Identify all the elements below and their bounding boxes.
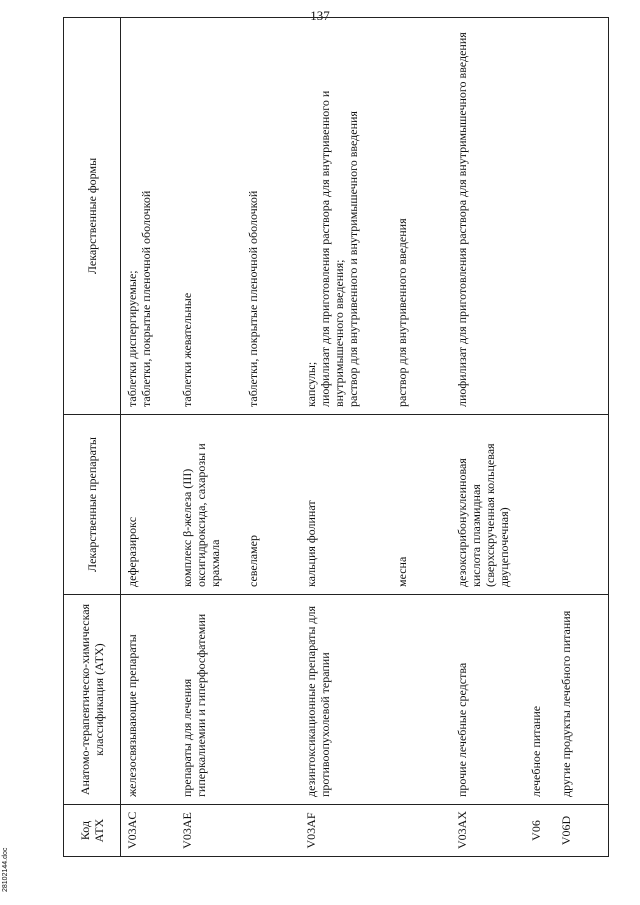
table-row: [121, 18, 177, 857]
dosage-forms: [242, 18, 299, 415]
dosage-form: раствор для внутривенного введения: [395, 218, 410, 407]
table-row: [300, 18, 391, 857]
atc-classification: [391, 595, 451, 805]
preparation-name: кальция фолинат: [300, 415, 391, 595]
atc-classification: [242, 595, 299, 805]
preparation-name: [525, 415, 555, 595]
dosage-form: таблетки, покрытые пленочной оболочкой: [246, 190, 261, 407]
atc-code: V03AX: [451, 805, 525, 857]
table-row: [555, 18, 609, 857]
table-row: [242, 18, 299, 857]
dosage-form: таблетки диспергируемые;: [125, 270, 139, 407]
table-row: [525, 18, 555, 857]
atc-table: [63, 17, 609, 857]
dosage-forms: [525, 18, 555, 415]
header-preparations: Лекарственные препараты: [64, 415, 121, 595]
dosage-form: лиофилизат для приготовления раствора для внутривенного и внутримышечного введения;: [317, 90, 346, 407]
atc-code: [391, 805, 451, 857]
table-header-row: [64, 18, 121, 857]
preparation-name: месна: [391, 415, 451, 595]
dosage-forms: [176, 18, 242, 415]
atc-code: V03AE: [176, 805, 242, 857]
dosage-forms: [300, 18, 391, 415]
dosage-forms: [391, 18, 451, 415]
table-row: [451, 18, 525, 857]
dosage-form: таблетки, покрытые пленочной оболочкой: [139, 190, 153, 407]
header-code: Код АТХ: [64, 805, 121, 857]
atc-code: V06D: [555, 805, 609, 857]
page-number: 137: [310, 8, 330, 23]
dosage-form: капсулы;: [303, 361, 318, 407]
atc-code: [242, 805, 299, 857]
preparation-name: севеламер: [242, 415, 299, 595]
dosage-form: лиофилизат для приготовления раствора для внутримышечного введения: [454, 32, 469, 407]
dosage-forms: [121, 18, 177, 415]
atc-classification: другие продукты лечебного питания: [555, 595, 609, 805]
rotated-table-container: [63, 17, 609, 857]
table-row: [391, 18, 451, 857]
dosage-forms: [451, 18, 525, 415]
dosage-form: таблетки жевательные: [180, 292, 195, 407]
atc-classification: прочие лечебные средства: [451, 595, 525, 805]
atc-classification: лечебное питание: [525, 595, 555, 805]
header-forms: Лекарственные формы: [64, 18, 121, 415]
preparation-name: деферазирокс: [121, 415, 177, 595]
atc-classification: железосвязывающие препараты: [121, 595, 177, 805]
preparation-name: дезоксирибонуклеиновая кислота плазмидная (сверхскрученная кольцевая двуцепочечная): [451, 415, 525, 595]
header-classification: Анатомо-терапевтическо-химическая классификация (АТХ): [64, 595, 121, 805]
preparation-name: комплекс β-железа (III) оксигидроксида, сахарозы и крахмала: [176, 415, 242, 595]
dosage-forms: [555, 18, 609, 415]
dosage-form: раствор для внутривенного и внутримышечного введения: [345, 111, 360, 407]
document-file-code: 28102144.doc: [2, 847, 9, 892]
atc-classification: препараты для лечения гиперкалиемии и гиперфосфатемии: [176, 595, 242, 805]
table-row: [176, 18, 242, 857]
atc-code: V06: [525, 805, 555, 857]
atc-code: V03AC: [121, 805, 177, 857]
atc-classification: дезинтоксикационные препараты для противоопухолевой терапии: [300, 595, 391, 805]
preparation-name: [555, 415, 609, 595]
atc-code: V03AF: [300, 805, 391, 857]
